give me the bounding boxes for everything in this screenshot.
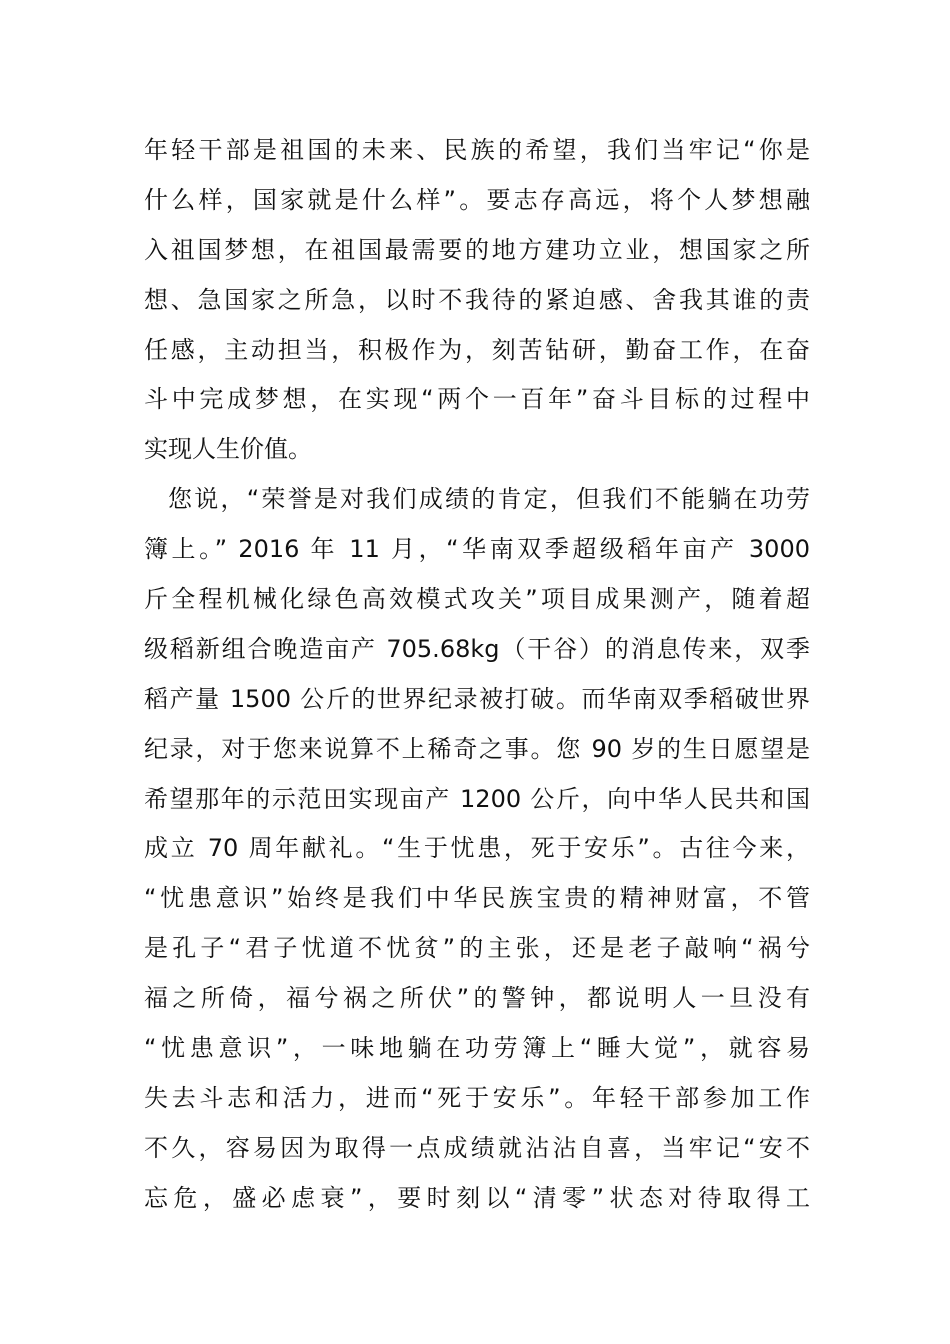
- text-line: 稻产量 1500 公斤的世界纪录被打破。而华南双季稻破世界: [144, 684, 810, 713]
- body-text: [144, 126, 810, 1224]
- text-line: 您说，“荣誉是对我们成绩的肯定，但我们不能躺在功劳: [168, 485, 810, 514]
- text-line: 是孔子“君子忧道不忧贫”的主张，还是老子敲响“祸兮: [144, 934, 810, 963]
- text-line: 纪录，对于您来说算不上稀奇之事。您 90 岁的生日愿望是: [144, 734, 810, 763]
- text-line: 簿上。” 2016 年 11 月，“华南双季超级稻年亩产 3000: [144, 535, 810, 564]
- text-line: 入祖国梦想，在祖国最需要的地方建功立业，想国家之所: [144, 235, 810, 264]
- text-line: “忧患意识”始终是我们中华民族宝贵的精神财富，不管: [144, 884, 810, 913]
- text-line: 失去斗志和活力，进而“死于安乐”。年轻干部参加工作: [144, 1083, 810, 1112]
- text-line: 成立 70 周年献礼。“生于忧患，死于安乐”。古往今来，: [144, 834, 810, 863]
- text-line: 想、急国家之所急，以时不我待的紧迫感、舍我其谁的责: [144, 285, 810, 314]
- text-line: 忘危，盛必虑衰”，要时刻以“清零”状态对待取得工: [144, 1183, 810, 1212]
- text-line: 什么样，国家就是什么样”。要志存高远，将个人梦想融: [144, 185, 810, 214]
- text-line: 年轻干部是祖国的未来、民族的希望，我们当牢记“你是: [144, 136, 810, 164]
- text-line: 福之所倚，福兮祸之所伏”的警钟，都说明人一旦没有: [144, 984, 810, 1013]
- text-line: 任感，主动担当，积极作为，刻苦钻研，勤奋工作，在奋: [144, 335, 810, 364]
- text-line: 斤全程机械化绿色高效模式攻关”项目成果测产，随着超: [144, 585, 810, 614]
- text-line: “忧患意识”，一味地躺在功劳簿上“睡大觉”，就容易: [144, 1034, 810, 1063]
- text-line: 斗中完成梦想，在实现“两个一百年”奋斗目标的过程中: [144, 385, 810, 414]
- text-line: 希望那年的示范田实现亩产 1200 公斤，向中华人民共和国: [144, 784, 810, 813]
- text-line: 不久，容易因为取得一点成绩就沾沾自喜，当牢记“安不: [144, 1133, 810, 1162]
- text-line: 级稻新组合晚造亩产 705.68kg（干谷）的消息传来，双季: [144, 634, 810, 663]
- text-line: 实现人生价值。: [144, 435, 312, 464]
